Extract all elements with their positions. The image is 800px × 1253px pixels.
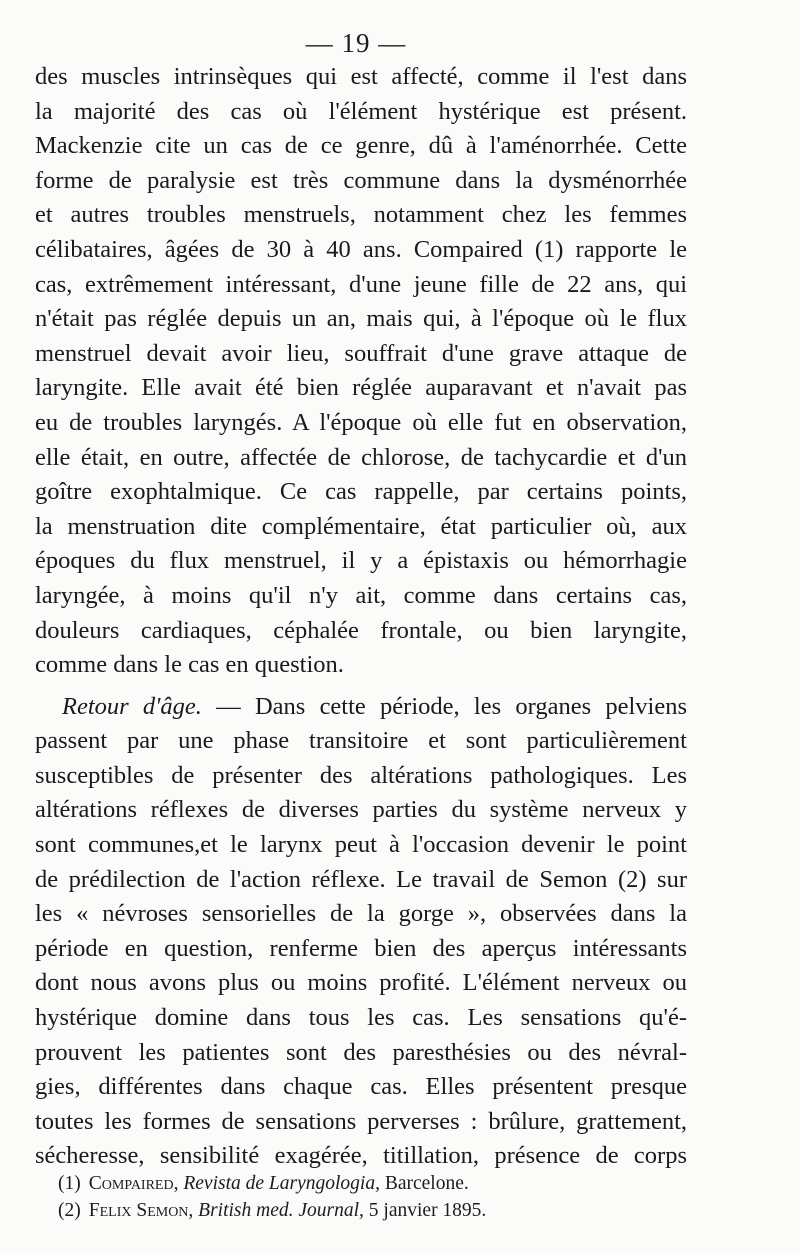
paragraph-line bbox=[35, 690, 687, 725]
footnote-rest: 5 janvier 1895. bbox=[368, 1200, 487, 1221]
paragraph-line: époques du flux menstruel, il y a épistaxis ou hémorrhagie bbox=[35, 547, 687, 575]
paragraph-line: les « névroses sensorielles de la gorge », observées dans la bbox=[35, 900, 687, 928]
footnote-number: (2) bbox=[58, 1200, 81, 1221]
footnote-1 bbox=[58, 1170, 618, 1197]
paragraph-line: hystérique domine dans tous les cas. Les sensations qu'é- bbox=[35, 1004, 687, 1032]
paragraph-line: sont communes,et le larynx peut à l'occasion devenir le point bbox=[35, 831, 687, 859]
paragraph-line: forme de paralysie est très commune dans la dysménorrhée bbox=[35, 166, 687, 194]
paragraph-line-text: — Dans cette période, les organes pelviens bbox=[216, 692, 688, 720]
page-number: — 19 — bbox=[305, 28, 407, 58]
paragraph-line: laryngée, à moins qu'il n'y ait, comme dans certains cas, bbox=[35, 581, 687, 609]
paragraph-line: altérations réflexes de diverses parties du système nerveux y bbox=[35, 796, 687, 824]
paragraph-line: douleurs cardiaques, céphalée frontale, ou bien laryngite, bbox=[35, 616, 687, 644]
paragraph-line: la majorité des cas où l'élément hystérique est présent. bbox=[35, 97, 687, 125]
paragraph-line: toutes les formes de sensations perverses : brûlure, grattement, bbox=[35, 1107, 687, 1135]
section-heading: Retour d'âge. bbox=[62, 692, 202, 720]
paragraph-line: cas, extrêmement intéressant, d'une jeune fille de 22 ans, qui bbox=[35, 270, 687, 298]
paragraph-line: Mackenzie cite un cas de ce genre, dû à l'aménorrhée. Cette bbox=[35, 132, 687, 160]
paragraph-line: susceptibles de présenter des altérations pathologiques. Les bbox=[35, 761, 687, 789]
paragraph-line: comme dans le cas en question. bbox=[35, 651, 344, 679]
paragraph-line: gies, différentes dans chaque cas. Elles présentent presque bbox=[35, 1073, 687, 1101]
paragraph-line: dont nous avons plus ou moins profité. L'élément nerveux ou bbox=[35, 969, 687, 997]
footnote-title: British med. Journal, bbox=[198, 1200, 364, 1221]
paragraph-1 bbox=[35, 60, 687, 683]
footnote-author: Compaired, bbox=[88, 1173, 179, 1194]
paragraph-line: des muscles intrinsèques qui est affecté, comme il l'est dans bbox=[35, 63, 687, 90]
paragraph-line: la menstruation dite complémentaire, état particulier où, aux bbox=[35, 512, 687, 540]
paragraph-line: sécheresse, sensibilité exagérée, titillation, présence de corps bbox=[35, 1142, 687, 1170]
paragraph-line: laryngite. Elle avait été bien réglée auparavant et n'avait pas bbox=[35, 374, 687, 402]
footnote-rest: Barcelone. bbox=[384, 1173, 469, 1194]
paragraph-2 bbox=[35, 690, 687, 1174]
paragraph-line: et autres troubles menstruels, notamment chez les femmes bbox=[35, 201, 687, 229]
paragraph-line: n'était pas réglée depuis un an, mais qui, à l'époque où le flux bbox=[35, 305, 687, 333]
footnote-title: Revista de Laryngologia, bbox=[183, 1173, 380, 1194]
paragraph-line: eu de troubles laryngés. A l'époque où elle fut en observation, bbox=[35, 408, 687, 436]
footnote-2 bbox=[58, 1197, 618, 1224]
paragraph-line: passent par une phase transitoire et sont particulièrement bbox=[35, 727, 687, 755]
paragraph-line: goître exophtalmique. Ce cas rappelle, par certains points, bbox=[35, 478, 687, 506]
paragraph-line: période en question, renferme bien des aperçus intéressants bbox=[35, 934, 687, 962]
body-text bbox=[35, 60, 687, 1174]
paragraph-line: elle était, en outre, affectée de chlorose, de tachycardie et d'un bbox=[35, 443, 687, 471]
footnote-author: Felix Semon, bbox=[88, 1200, 194, 1221]
paragraph-line: de prédilection de l'action réflexe. Le travail de Semon (2) sur bbox=[35, 865, 687, 893]
paragraph-line: célibataires, âgées de 30 à 40 ans. Compaired (1) rapporte le bbox=[35, 235, 687, 263]
paragraph-gap bbox=[35, 683, 687, 690]
paragraph-line: menstruel devait avoir lieu, souffrait d'une grave attaque de bbox=[35, 339, 687, 367]
paragraph-line: prouvent les patientes sont des paresthésies ou des névral- bbox=[35, 1038, 687, 1066]
footnote-number: (1) bbox=[58, 1173, 81, 1194]
footnotes bbox=[58, 1170, 618, 1224]
